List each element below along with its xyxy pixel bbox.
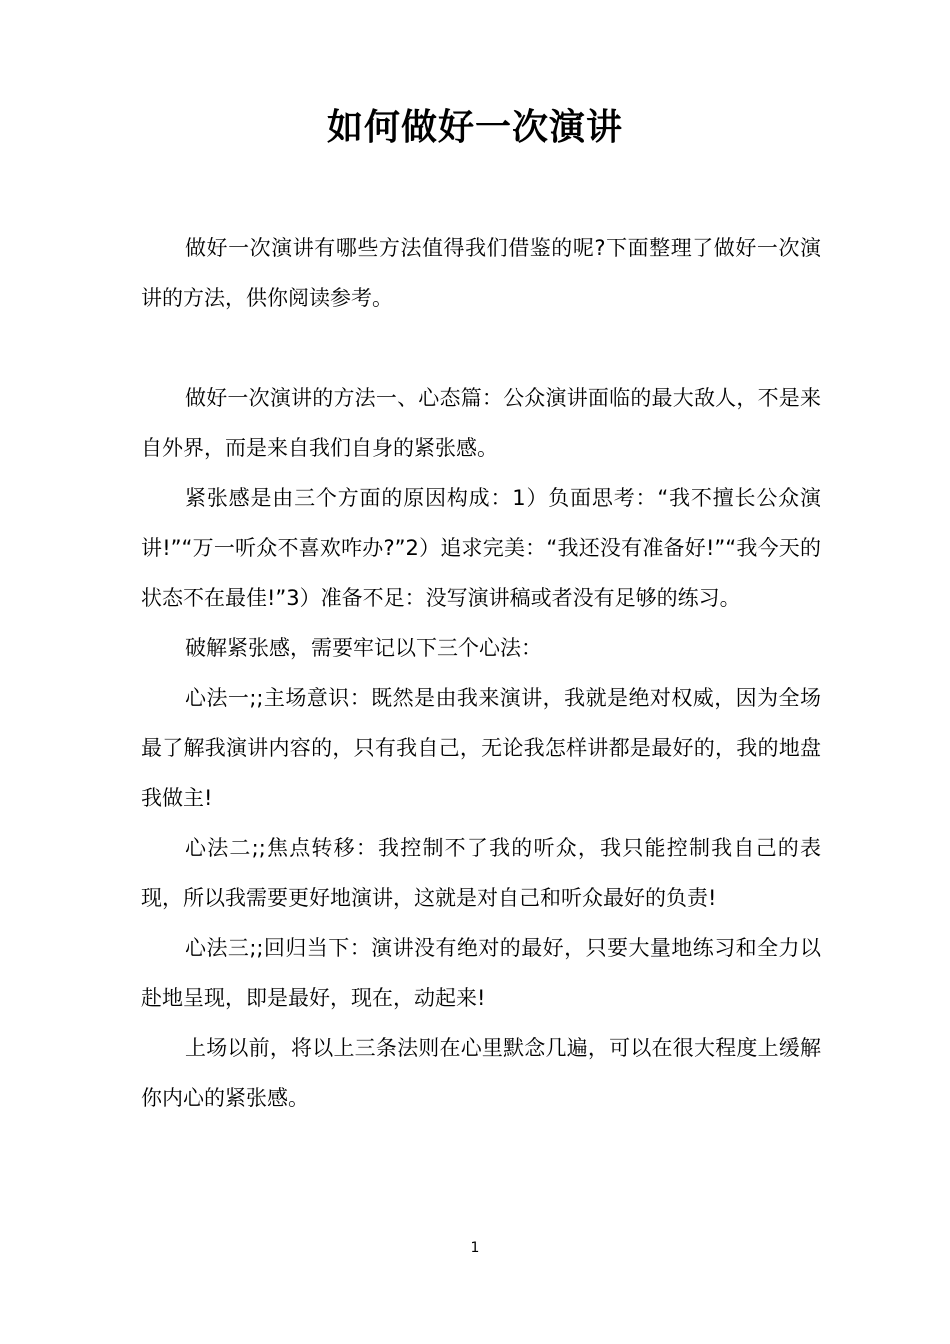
causes-paragraph: 紧张感是由三个方面的原因构成：1）负面思考：“我不擅长公众演讲!”“万一听众不喜欢咋办?”2）追求完美：“我还没有准备好!”“我今天的状态不在最佳!”3）准备不足：没写演讲稿或者没有足够的练习。 [141, 486, 821, 610]
method-two-paragraph: 心法二;;焦点转移：我控制不了我的听众，我只能控制我自己的表现，所以我需要更好地演讲，这就是对自己和听众最好的负责! [141, 836, 821, 910]
method-one-paragraph: 心法一;;主场意识：既然是由我来演讲，我就是绝对权威，因为全场最了解我演讲内容的，只有我自己，无论我怎样讲都是最好的，我的地盘我做主! [141, 686, 821, 810]
document-title: 如何做好一次演讲 [326, 107, 623, 148]
section-paragraph: 做好一次演讲的方法一、心态篇：公众演讲面临的最大敌人，不是来自外界，而是来自我们自身的紧张感。 [141, 386, 821, 460]
closing-paragraph: 上场以前，将以上三条法则在心里默念几遍，可以在很大程度上缓解你内心的紧张感。 [141, 1036, 821, 1110]
paragraph-spacer [141, 323, 821, 373]
page-number: 1 [470, 1240, 480, 1256]
methods-intro-paragraph: 破解紧张感，需要牢记以下三个心法： [185, 636, 542, 660]
method-three-paragraph: 心法三;;回归当下：演讲没有绝对的最好，只要大量地练习和全力以赴地呈现，即是最好，现在，动起来! [141, 936, 821, 1010]
document-body [141, 223, 821, 1123]
intro-paragraph: 做好一次演讲有哪些方法值得我们借鉴的呢?下面整理了做好一次演讲的方法，供你阅读参考。 [141, 236, 821, 310]
